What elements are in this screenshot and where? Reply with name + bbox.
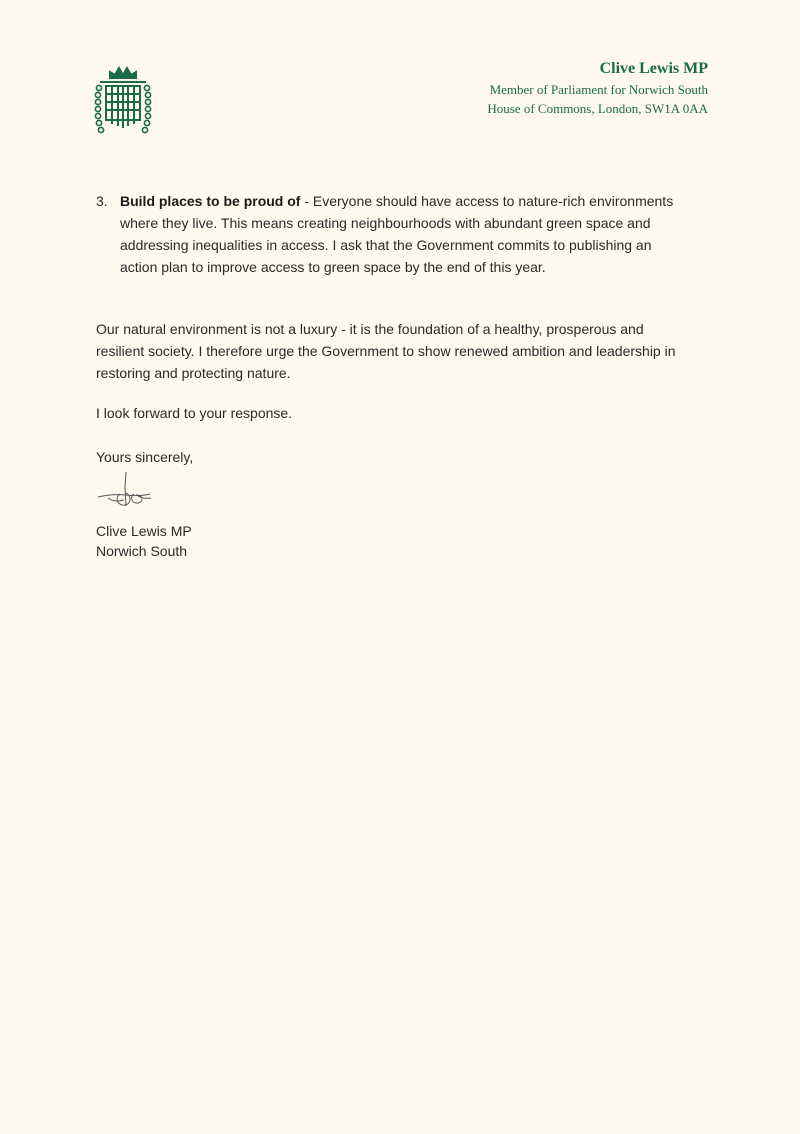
signatory-constituency: Norwich South bbox=[96, 543, 188, 559]
paragraph-nature: Our natural environment is not a luxury - it is the foundation of a healthy, prosperous and resilient society. I therefore urge the Government to show renewed ambition and leadership in restoring and protecting nature. bbox=[96, 321, 676, 381]
closing: Yours sincerely, bbox=[96, 449, 194, 465]
signature bbox=[96, 468, 156, 514]
list-item-content bbox=[120, 190, 686, 278]
list-item-heading: Build places to be proud of bbox=[120, 193, 301, 209]
list-item-number: 3. bbox=[96, 193, 108, 209]
letterhead-address: House of Commons, London, SW1A 0AA bbox=[487, 101, 708, 116]
list-item bbox=[96, 190, 686, 278]
paragraph-response: I look forward to your response. bbox=[96, 405, 293, 421]
list-item-text: - Everyone should have access to nature-rich environments where they live. This means creating neighbourhoods with abundant green space and addressing inequalities in access. I ask that the Government commits to publishing an action plan to improve access to green space by the end of this year. bbox=[120, 193, 674, 275]
portcullis-icon bbox=[92, 64, 154, 136]
letterhead bbox=[487, 58, 708, 118]
signatory-name: Clive Lewis MP bbox=[96, 523, 192, 539]
letterhead-name: Clive Lewis MP bbox=[599, 60, 708, 77]
letterhead-role: Member of Parliament for Norwich South bbox=[489, 82, 708, 97]
